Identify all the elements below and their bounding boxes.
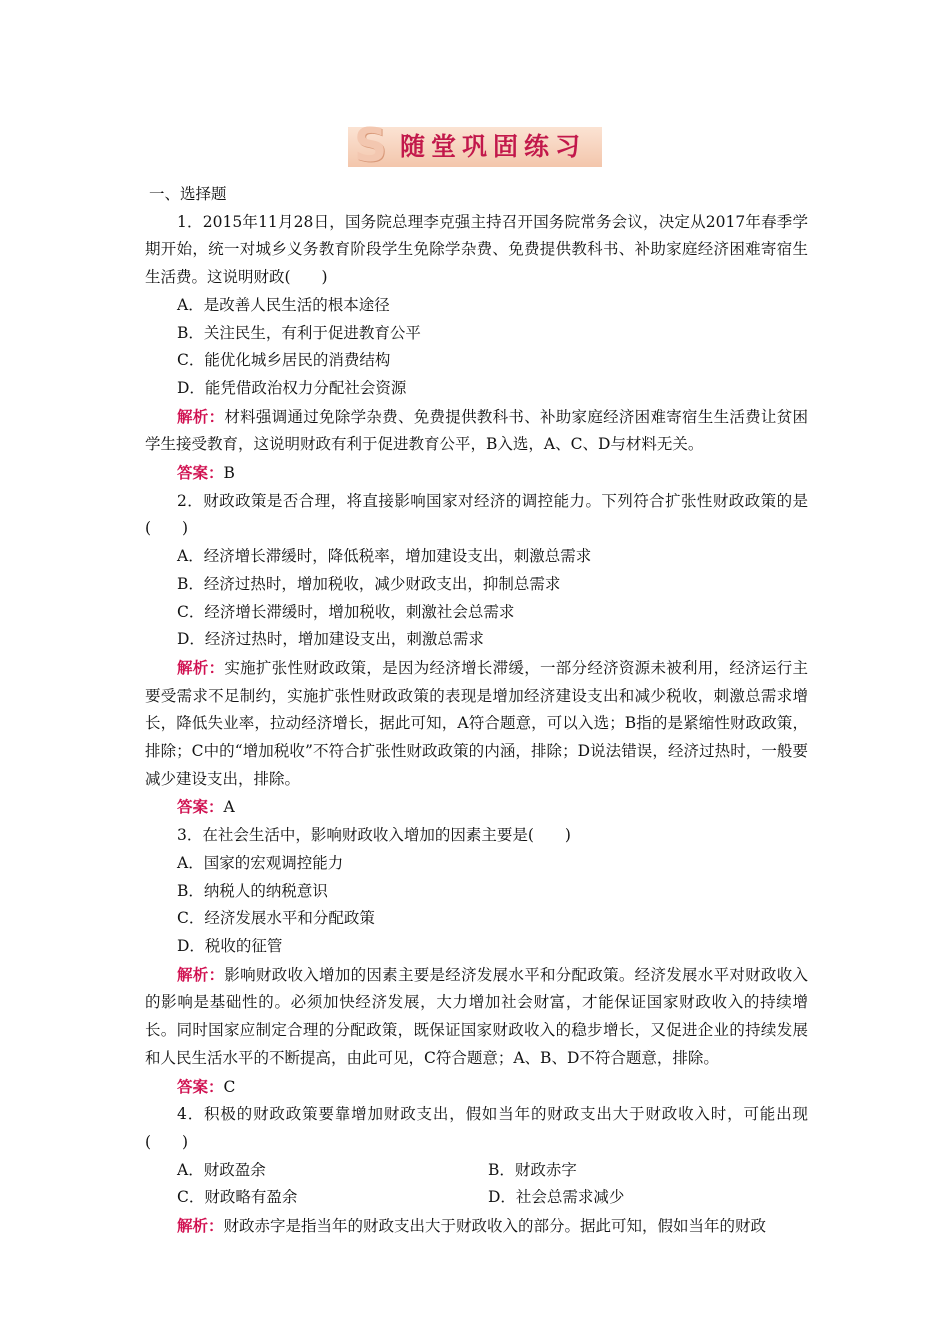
question-1-stem: 1．2015年11月28日，国务院总理李克强主持召开国务院常务会议，决定从2017年春季学期开始，统一对城乡义务教育阶段学生免除学杂费、免费提供教科书、补助家庭经济困难寄宿生生活费。这说明财政( ) xyxy=(145,212,808,287)
question-2-stem: 2．财政政策是否合理，将直接影响国家对经济的调控能力。下列符合扩张性财政政策的是( ) xyxy=(145,491,808,538)
question-1-option-b: B．关注民生，有利于促进教育公平 xyxy=(177,323,421,342)
question-4-options-row-2 xyxy=(145,1184,808,1212)
answer-label: 答案： xyxy=(177,463,224,483)
question-2-answer xyxy=(145,793,808,822)
question-3-explanation xyxy=(145,961,808,1073)
question-3-option-a: A．国家的宏观调控能力 xyxy=(177,853,344,872)
question-4-option-c: C．财政略有盈余 xyxy=(177,1188,298,1207)
question-2-option-a: A．经济增长滞缓时，降低税率，增加建设支出，刺激总需求 xyxy=(177,547,592,566)
answer-value: B xyxy=(223,464,235,483)
question-3-option-c: C．经济发展水平和分配政策 xyxy=(177,909,375,928)
section-badge-icon: S xyxy=(353,118,388,172)
explanation-label: 解析： xyxy=(177,406,225,426)
page-header xyxy=(0,118,950,172)
question-1-option-c: C．能优化城乡居民的消费结构 xyxy=(177,351,391,370)
explanation-text: 实施扩张性财政政策，是因为经济增长滞缓，一部分经济资源未被利用，经济运行主要受需求不足制约，实施扩张性财政政策的表现是增加经济建设支出和减少税收，刺激总需求增长，降低失业率，拉动经济增长，据此可知，A符合题意，可以入选；B指的是紧缩性财政政策，排除；C中的“增加税收”不符合扩张性财政政策的内涵，排除；D说法错误，经济过热时，一般要减少建设支出，排除。 xyxy=(145,658,808,788)
question-2-option-b: B．经济过热时，增加税收，减少财政支出，抑制总需求 xyxy=(177,574,561,593)
explanation-label: 解析： xyxy=(177,1216,224,1236)
question-4-explanation xyxy=(145,1212,808,1241)
answer-label: 答案： xyxy=(177,797,224,817)
question-4-option-a: A．财政盈余 xyxy=(177,1160,266,1179)
explanation-text: 影响财政收入增加的因素主要是经济发展水平和分配政策。经济发展水平对财政收入的影响是基础性的。必须加快经济发展，大力增加社会财富，才能保证国家财政收入的持续增长。同时国家应制定合理的分配政策，既保证国家财政收入的稳步增长，又促进企业的持续发展和人民生活水平的不断提高，由此可见，C符合题意；A、B、D不符合题意，排除。 xyxy=(145,965,808,1067)
question-1-option-d: D．能凭借政治权力分配社会资源 xyxy=(177,378,407,397)
title-banner xyxy=(348,118,602,172)
question-1-option-a: A．是改善人民生活的根本途径 xyxy=(177,295,390,314)
answer-label: 答案： xyxy=(177,1076,224,1096)
question-3-option-d: D．税收的征管 xyxy=(177,936,283,955)
question-2-explanation xyxy=(145,654,808,794)
question-4-option-b: B．财政赤字 xyxy=(488,1160,577,1179)
explanation-text: 财政赤字是指当年的财政支出大于财政收入的部分。据此可知，假如当年的财政 xyxy=(223,1217,767,1236)
question-3-answer xyxy=(145,1073,808,1102)
page-title: 随堂巩固练习 xyxy=(399,132,586,161)
question-2-option-c: C．经济增长滞缓时，增加税收，刺激社会总需求 xyxy=(177,602,515,621)
question-4-stem: 4．积极的财政政策要靠增加财政支出，假如当年的财政支出大于财政收入时，可能出现( ) xyxy=(145,1105,808,1151)
explanation-text: 材料强调通过免除学杂费、免费提供教科书、补助家庭经济困难寄宿生生活费让贫困学生接受教育，这说明财政有利于促进教育公平，B入选，A、C、D与材料无关。 xyxy=(145,407,808,454)
question-3-stem: 3．在社会生活中，影响财政收入增加的因素主要是( ) xyxy=(177,826,571,845)
explanation-label: 解析： xyxy=(177,964,225,984)
section-heading: 一、选择题 xyxy=(149,185,227,203)
question-2-option-d: D．经济过热时，增加建设支出，刺激总需求 xyxy=(177,630,484,649)
answer-value: A xyxy=(223,798,235,817)
question-1-explanation xyxy=(145,403,808,459)
question-1-answer xyxy=(145,459,808,488)
explanation-label: 解析： xyxy=(177,657,225,677)
document-body xyxy=(145,181,808,1241)
question-4-option-d: D．社会总需求减少 xyxy=(488,1188,625,1207)
question-3-option-b: B．纳税人的纳税意识 xyxy=(177,881,328,900)
question-4-options-row-1 xyxy=(145,1157,808,1185)
answer-value: C xyxy=(223,1077,236,1096)
